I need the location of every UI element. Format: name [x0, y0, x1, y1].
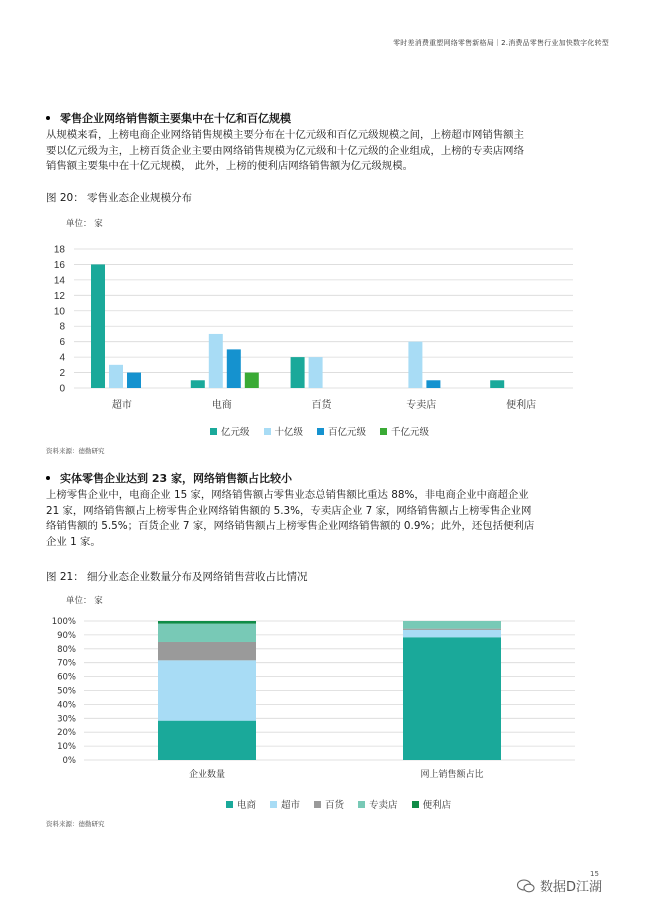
x-category-label: 超市: [111, 400, 132, 411]
legend-label: 专卖店: [369, 800, 398, 811]
legend-item: [264, 424, 304, 438]
legend-label: 便利店: [422, 800, 452, 811]
x-category-label: 专卖店: [406, 400, 437, 411]
y-tick-label: 16: [53, 259, 65, 271]
y-tick-label: 2: [59, 368, 65, 380]
paragraph-line: 络销售额的 5.5%；百货企业 7 家，网络销售额占上榜零售企业网络销售额的 0.9%；此外，还包括便利店: [46, 520, 535, 532]
bar: [490, 380, 504, 388]
stacked-segment: [403, 621, 501, 629]
bullet-icon: [46, 476, 50, 480]
y-tick-label: 80%: [57, 644, 76, 655]
bar: [408, 342, 422, 388]
bar: [227, 349, 241, 388]
x-category-label: 电商: [211, 400, 232, 411]
y-tick-label: 4: [59, 352, 65, 364]
bar: [109, 365, 123, 388]
x-category-label: 网上销售额占比: [420, 770, 484, 780]
stacked-segment: [158, 660, 256, 720]
section-title-text: 零售企业网络销售额主要集中在十亿和百亿规模: [60, 112, 291, 125]
chart-legend: [226, 797, 451, 811]
section-title-text: 实体零售企业达到 23 家，网络销售额占比较小: [60, 472, 292, 485]
bar: [291, 357, 305, 388]
stacked-segment: [158, 642, 256, 660]
y-tick-label: 6: [59, 337, 65, 349]
legend-label: 电商: [237, 800, 257, 811]
legend-item: [358, 797, 398, 811]
legend-label: 百货: [325, 800, 345, 811]
y-tick-label: 50%: [57, 686, 76, 697]
legend-label: 超市: [281, 800, 301, 811]
bar: [191, 380, 205, 388]
unit-label: 单位： 家: [66, 596, 103, 606]
bar: [309, 357, 323, 388]
paragraph-line: 从规模来看，上榜电商企业网络销售规模主要分布在十亿元级和百亿元级规模之间，上榜超市网销售额主: [46, 129, 524, 141]
section-count: [46, 470, 606, 550]
x-category-label: 便利店: [506, 400, 537, 411]
paragraph-line: 21 家，网络销售额占上榜零售企业网络销售额的 5.3%，专卖店企业 7 家，网络销售额占上榜零售企业网: [46, 504, 532, 517]
x-category-label: 百货: [311, 400, 332, 411]
page-number: 15: [590, 870, 599, 878]
paragraph-line: 要以亿元级为主，上榜百货企业主要由网络销售规模为亿元级和十亿元级的企业组成，上榜的专卖店网络: [46, 144, 524, 157]
legend-swatch: [264, 428, 271, 435]
legend-swatch: [210, 428, 217, 435]
stacked-segment: [403, 637, 501, 760]
y-tick-label: 90%: [57, 630, 76, 641]
legend-item: [380, 424, 429, 438]
legend-swatch: [226, 801, 233, 808]
stacked-segment: [158, 621, 256, 624]
y-tick-label: 0%: [62, 756, 76, 766]
figure-title: 图 20： 零售业态企业规模分布: [46, 192, 193, 204]
wechat-icon: [516, 879, 536, 893]
bar: [91, 264, 105, 388]
stacked-segment: [158, 624, 256, 642]
legend-swatch: [270, 801, 277, 808]
legend-item: [226, 797, 256, 811]
bar: [245, 373, 259, 388]
stacked-segment: [403, 630, 501, 637]
y-tick-label: 8: [59, 321, 65, 333]
legend-swatch: [358, 801, 365, 808]
y-tick-label: 18: [53, 244, 65, 256]
watermark: [516, 876, 602, 895]
unit-label: 单位： 家: [66, 219, 103, 229]
y-tick-label: 70%: [57, 658, 76, 669]
bar: [209, 334, 223, 388]
y-tick-label: 30%: [57, 714, 76, 725]
legend-item: [317, 424, 366, 438]
y-tick-label: 0: [59, 383, 65, 395]
legend-item: [210, 424, 250, 438]
bar: [127, 373, 141, 388]
paragraph-line: 企业 1 家。: [46, 535, 101, 548]
source-note: 资料来源：德勤研究: [46, 820, 105, 828]
paragraph-line: 上榜零售企业中，电商企业 15 家，网络销售额占零售业态总销售额比重达 88%，非电商企业中商超企业: [46, 489, 529, 501]
paragraph-line: 销售额主要集中在十亿元规模， 此外，上榜的便利店网络销售额为亿元级规模。: [46, 160, 413, 172]
legend-label: 千亿元级: [391, 427, 430, 438]
y-tick-label: 12: [53, 290, 65, 302]
y-tick-label: 40%: [57, 700, 76, 711]
section-title: [46, 470, 606, 486]
legend-item: [412, 797, 452, 811]
figure-title: 图 21： 细分业态企业数量分布及网络销售营收占比情况: [46, 571, 308, 583]
legend-swatch: [314, 801, 321, 808]
y-tick-label: 14: [53, 275, 65, 287]
legend-label: 亿元级: [221, 427, 250, 438]
stacked-segment: [158, 721, 256, 760]
legend-swatch: [317, 428, 324, 435]
legend-item: [270, 797, 300, 811]
bar: [426, 380, 440, 388]
y-tick-label: 10%: [57, 742, 76, 753]
y-tick-label: 60%: [57, 672, 76, 683]
watermark-text: 数据D江湖: [540, 880, 603, 895]
legend-item: [314, 797, 344, 811]
page-header: 零时差消费重塑网络零售新格局｜2.消费品零售行业加快数字化转型: [393, 39, 609, 47]
paragraph: [46, 488, 606, 550]
legend-label: 十亿级: [274, 427, 304, 438]
y-tick-label: 10: [53, 306, 65, 318]
y-tick-label: 100%: [51, 617, 76, 627]
legend-label: 百亿元级: [328, 427, 367, 438]
source-note: 资料来源：德勤研究: [46, 447, 105, 455]
stacked-segment: [403, 629, 501, 630]
x-category-label: 企业数量: [188, 770, 226, 780]
y-tick-label: 20%: [57, 728, 76, 739]
chart-legend: [210, 424, 429, 438]
legend-swatch: [380, 428, 387, 435]
legend-swatch: [412, 801, 419, 808]
